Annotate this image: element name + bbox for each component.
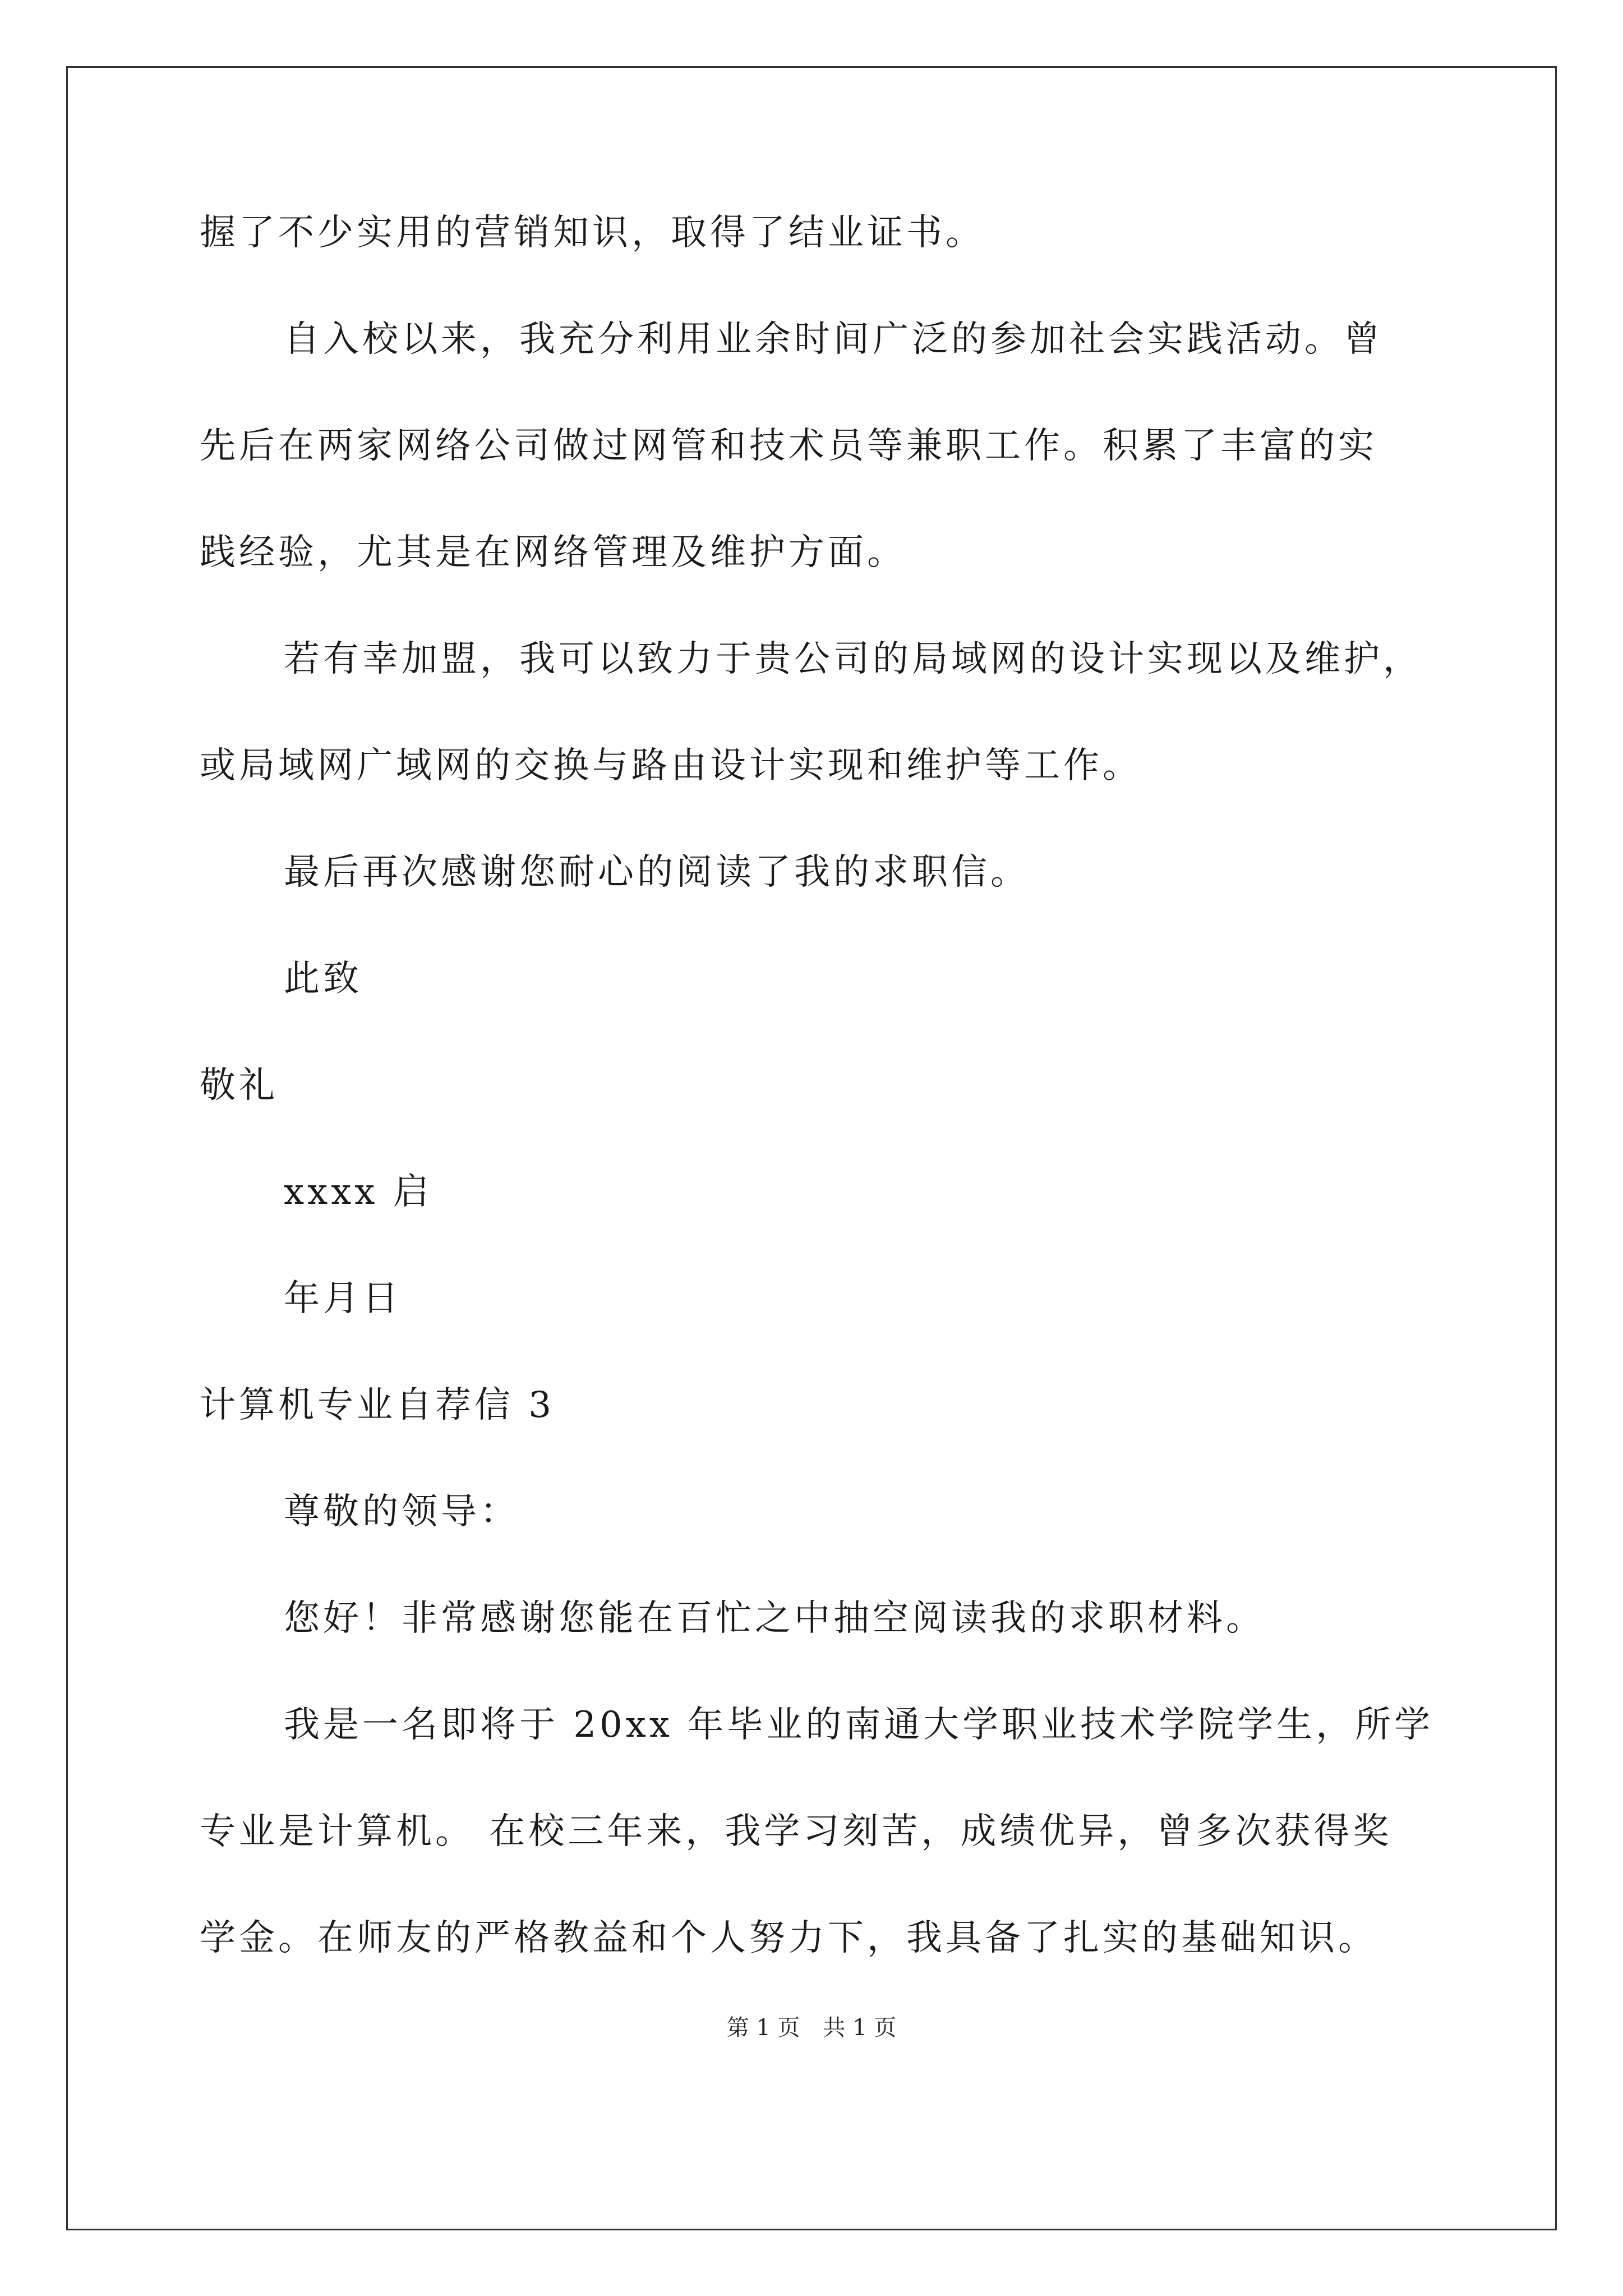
paragraph-line: 或局域网广域网的交换与路由设计实现和维护等工作。 [200, 745, 1142, 786]
paragraph-line: 学金。在师友的严格教益和个人努力下，我具备了扎实的基础知识。 [200, 1917, 1377, 1959]
page-border [66, 66, 1557, 2230]
closing-salutation: 此致 [284, 958, 362, 1000]
signature-line: xxxx 启 [284, 1171, 432, 1213]
paragraph-line: 握了不少实用的营销知识，取得了结业证书。 [200, 212, 985, 254]
paragraph-line: 最后再次感谢您耐心的阅读了我的求职信。 [284, 852, 1030, 893]
date-line: 年月日 [284, 1278, 402, 1319]
closing-regards: 敬礼 [200, 1065, 278, 1106]
page-total: 共 1 页 [823, 2015, 897, 2041]
paragraph-line: 您好！非常感谢您能在百忙之中抽空阅读我的求职材料。 [284, 1598, 1265, 1639]
page-footer [0, 2014, 1623, 2042]
paragraph-line: 先后在两家网络公司做过网管和技术员等兼职工作。积累了丰富的实 [200, 425, 1377, 467]
paragraph-line: 专业是计算机。 在校三年来，我学习刻苦，成绩优异，曾多次获得奖 [200, 1811, 1393, 1852]
page-number: 第 1 页 [726, 2015, 800, 2041]
section-title: 计算机专业自荐信 3 [200, 1384, 555, 1426]
paragraph-line: 我是一名即将于 20xx 年毕业的南通大学职业技术学院学生，所学 [284, 1704, 1434, 1746]
paragraph-line: 自入校以来，我充分利用业余时间广泛的参加社会实践活动。曾 [284, 319, 1383, 360]
paragraph-line: 践经验，尤其是在网络管理及维护方面。 [200, 532, 906, 573]
greeting-line: 尊敬的领导： [284, 1491, 519, 1533]
paragraph-line: 若有幸加盟，我可以致力于贵公司的局域网的设计实现以及维护， [284, 638, 1422, 680]
